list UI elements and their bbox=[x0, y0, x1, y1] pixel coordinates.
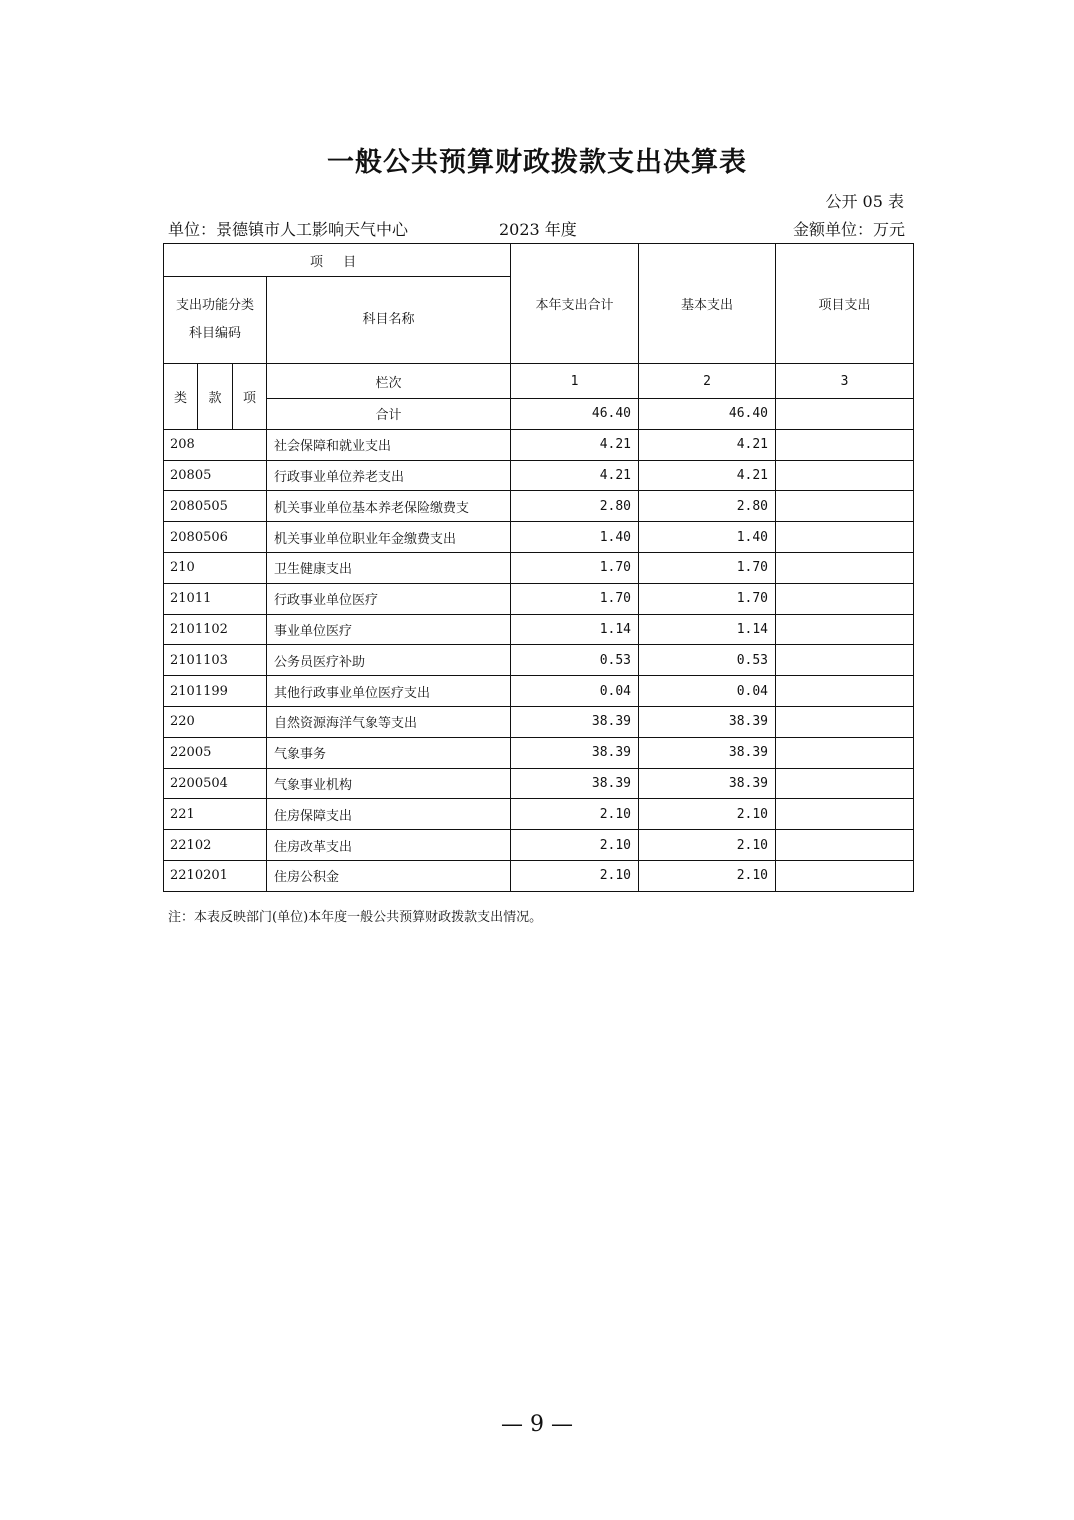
row-project bbox=[776, 429, 914, 460]
row-total: 38.39 bbox=[511, 706, 639, 737]
total-value: 46.40 bbox=[511, 399, 639, 430]
row-name: 行政事业单位医疗 bbox=[267, 583, 511, 614]
row-total: 1.14 bbox=[511, 614, 639, 645]
row-code: 2101103 bbox=[164, 645, 267, 676]
header-total: 本年支出合计 bbox=[511, 244, 639, 364]
expenditure-table bbox=[163, 243, 914, 892]
row-project bbox=[776, 552, 914, 583]
table-row bbox=[164, 737, 914, 768]
row-project bbox=[776, 830, 914, 861]
row-code: 208 bbox=[164, 429, 267, 460]
row-total: 0.53 bbox=[511, 645, 639, 676]
row-basic: 0.53 bbox=[639, 645, 776, 676]
row-basic: 38.39 bbox=[639, 768, 776, 799]
row-code: 2101102 bbox=[164, 614, 267, 645]
table-row bbox=[164, 583, 914, 614]
row-project bbox=[776, 645, 914, 676]
header-project: 项 目 bbox=[164, 244, 511, 277]
row-basic: 4.21 bbox=[639, 460, 776, 491]
page-number: — 9 — bbox=[501, 1412, 573, 1437]
row-total: 2.80 bbox=[511, 491, 639, 522]
row-total: 0.04 bbox=[511, 676, 639, 707]
table-row bbox=[164, 614, 914, 645]
row-code: 2200504 bbox=[164, 768, 267, 799]
row-name: 行政事业单位养老支出 bbox=[267, 460, 511, 491]
table-row bbox=[164, 799, 914, 830]
row-name: 其他行政事业单位医疗支出 bbox=[267, 676, 511, 707]
row-name: 住房保障支出 bbox=[267, 799, 511, 830]
header-lanci: 栏次 bbox=[267, 364, 511, 399]
row-code: 2101199 bbox=[164, 676, 267, 707]
header-col1: 1 bbox=[511, 364, 639, 399]
row-basic: 0.04 bbox=[639, 676, 776, 707]
header-row-lanci bbox=[164, 364, 914, 399]
row-project bbox=[776, 460, 914, 491]
row-total: 4.21 bbox=[511, 460, 639, 491]
row-code: 21011 bbox=[164, 583, 267, 614]
table-row bbox=[164, 491, 914, 522]
row-name: 事业单位医疗 bbox=[267, 614, 511, 645]
table-row bbox=[164, 460, 914, 491]
header-basic: 基本支出 bbox=[639, 244, 776, 364]
row-name: 卫生健康支出 bbox=[267, 552, 511, 583]
row-basic: 2.80 bbox=[639, 491, 776, 522]
row-total: 2.10 bbox=[511, 799, 639, 830]
row-code: 22005 bbox=[164, 737, 267, 768]
page-title: 一般公共预算财政拨款支出决算表 bbox=[327, 147, 747, 178]
total-project-value bbox=[776, 399, 914, 430]
table-row bbox=[164, 768, 914, 799]
row-project bbox=[776, 491, 914, 522]
row-name: 自然资源海洋气象等支出 bbox=[267, 706, 511, 737]
row-code: 22102 bbox=[164, 830, 267, 861]
row-total: 2.10 bbox=[511, 830, 639, 861]
row-basic: 38.39 bbox=[639, 737, 776, 768]
row-code: 2080505 bbox=[164, 491, 267, 522]
total-basic-value: 46.40 bbox=[639, 399, 776, 430]
row-project bbox=[776, 860, 914, 891]
row-project bbox=[776, 583, 914, 614]
row-name: 社会保障和就业支出 bbox=[267, 429, 511, 460]
table-row bbox=[164, 645, 914, 676]
table-row bbox=[164, 676, 914, 707]
row-code: 2080506 bbox=[164, 522, 267, 553]
header-xiang: 项 bbox=[233, 364, 267, 430]
table-row bbox=[164, 706, 914, 737]
table-row bbox=[164, 830, 914, 861]
form-number: 公开 05 表 bbox=[825, 192, 904, 211]
row-total: 1.40 bbox=[511, 522, 639, 553]
total-label: 合计 bbox=[267, 399, 511, 430]
row-total: 38.39 bbox=[511, 737, 639, 768]
row-total: 1.70 bbox=[511, 583, 639, 614]
header-func-code-line1: 支出功能分类 bbox=[175, 298, 254, 313]
row-project bbox=[776, 799, 914, 830]
row-basic: 2.10 bbox=[639, 860, 776, 891]
row-project bbox=[776, 706, 914, 737]
row-name: 机关事业单位职业年金缴费支出 bbox=[267, 522, 511, 553]
total-row bbox=[164, 399, 914, 430]
row-name: 气象事业机构 bbox=[267, 768, 511, 799]
table-meta bbox=[163, 217, 905, 241]
row-total: 4.21 bbox=[511, 429, 639, 460]
row-name: 公务员医疗补助 bbox=[267, 645, 511, 676]
row-basic: 1.70 bbox=[639, 583, 776, 614]
table-row bbox=[164, 552, 914, 583]
row-code: 220 bbox=[164, 706, 267, 737]
header-lei: 类 bbox=[164, 364, 198, 430]
row-basic: 4.21 bbox=[639, 429, 776, 460]
row-basic: 1.40 bbox=[639, 522, 776, 553]
row-project bbox=[776, 768, 914, 799]
header-kuan: 款 bbox=[198, 364, 233, 430]
header-row-project bbox=[164, 244, 914, 277]
header-col2: 2 bbox=[639, 364, 776, 399]
row-name: 住房公积金 bbox=[267, 860, 511, 891]
row-basic: 1.70 bbox=[639, 552, 776, 583]
unit-label: 单位：景德镇市人工影响天气中心 bbox=[168, 220, 409, 239]
row-project bbox=[776, 737, 914, 768]
row-basic: 38.39 bbox=[639, 706, 776, 737]
header-col3: 3 bbox=[776, 364, 914, 399]
header-project-expense: 项目支出 bbox=[776, 244, 914, 364]
row-basic: 2.10 bbox=[639, 830, 776, 861]
header-subject-name: 科目名称 bbox=[267, 277, 511, 364]
row-name: 机关事业单位基本养老保险缴费支 bbox=[267, 491, 511, 522]
table-row bbox=[164, 522, 914, 553]
row-name: 气象事务 bbox=[267, 737, 511, 768]
year-label: 2023 年度 bbox=[499, 220, 577, 239]
table-row bbox=[164, 860, 914, 891]
header-func-code bbox=[164, 277, 267, 364]
row-basic: 1.14 bbox=[639, 614, 776, 645]
row-code: 20805 bbox=[164, 460, 267, 491]
row-total: 38.39 bbox=[511, 768, 639, 799]
header-func-code-line2: 科目编码 bbox=[188, 326, 241, 341]
row-name: 住房改革支出 bbox=[267, 830, 511, 861]
row-total: 2.10 bbox=[511, 860, 639, 891]
row-project bbox=[776, 676, 914, 707]
row-project bbox=[776, 522, 914, 553]
row-code: 2210201 bbox=[164, 860, 267, 891]
table-row bbox=[164, 429, 914, 460]
row-basic: 2.10 bbox=[639, 799, 776, 830]
row-code: 221 bbox=[164, 799, 267, 830]
row-code: 210 bbox=[164, 552, 267, 583]
row-project bbox=[776, 614, 914, 645]
table-note: 注：本表反映部门(单位)本年度一般公共预算财政拨款支出情况。 bbox=[168, 910, 543, 925]
amount-unit-label: 金额单位：万元 bbox=[792, 220, 905, 239]
row-total: 1.70 bbox=[511, 552, 639, 583]
